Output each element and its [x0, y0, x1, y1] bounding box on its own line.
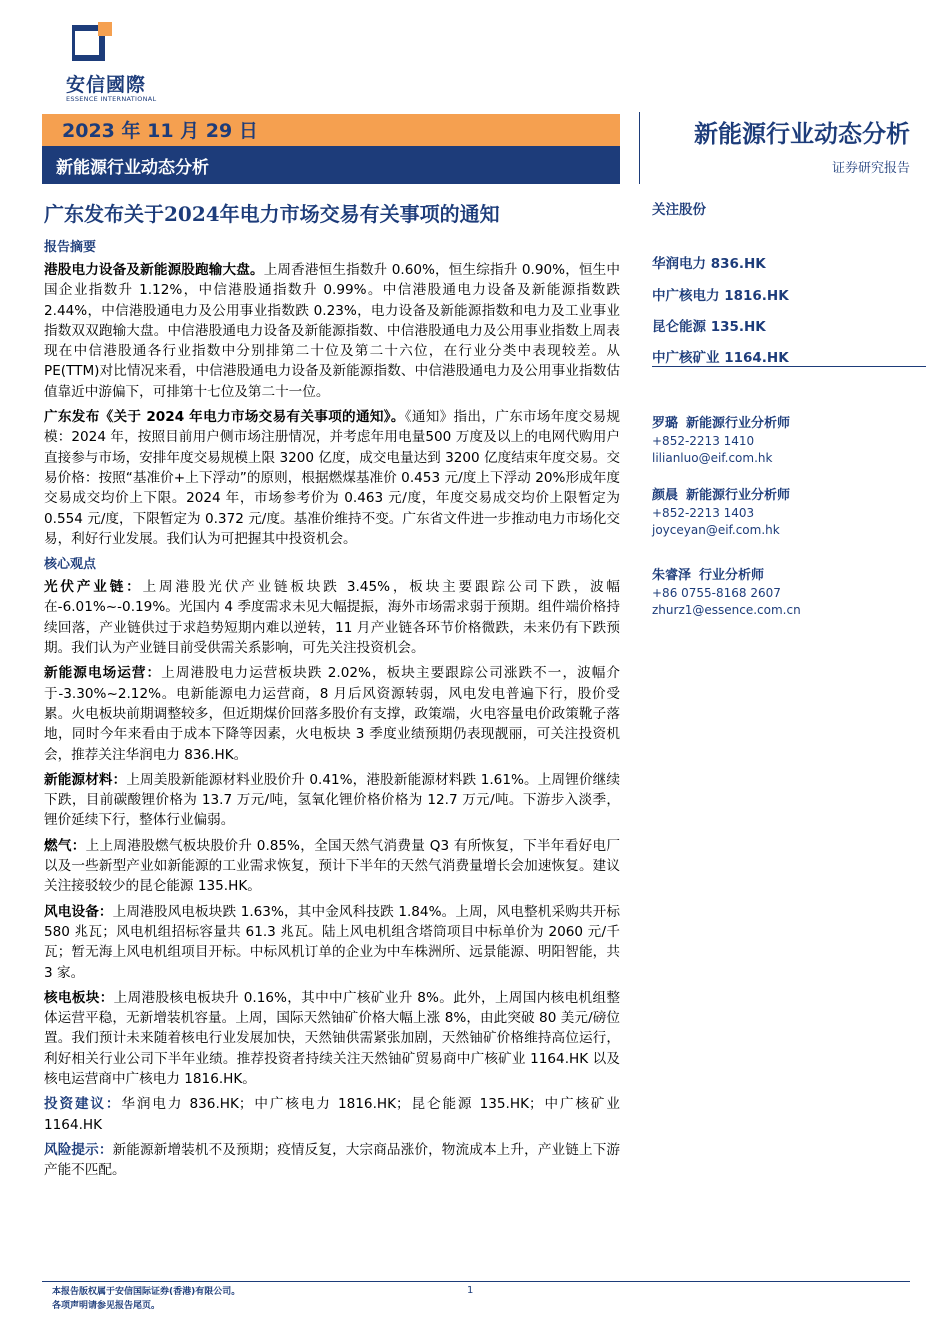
report-type-title: 新能源行业动态分析 — [694, 120, 910, 148]
core-paragraph — [44, 988, 620, 1089]
analyst-card — [652, 564, 801, 619]
stock-item: 昆仑能源 135.HK — [652, 319, 766, 335]
paragraph-lead: 风电设备： — [44, 903, 113, 920]
stock-divider — [652, 366, 926, 367]
paragraph-text: 华润电力 836.HK；中广核电力 1816.HK；昆仑能源 135.HK；中广核矿业 1164.HK — [44, 1096, 620, 1133]
stock-item: 华润电力 836.HK — [652, 256, 766, 272]
paragraph-lead: 新能源材料： — [44, 771, 127, 788]
analyst-title: 新能源行业分析师 — [686, 488, 791, 503]
analyst-phone: +86 0755-8168 2607 — [652, 586, 781, 600]
footer-note: 各项声明请参见报告尾页。 — [52, 1301, 161, 1311]
footer-copyright: 本报告版权属于安信国际证券(香港)有限公司。 — [52, 1287, 241, 1297]
paragraph-text: 上周美股新能源材料业股价升 0.41%，港股新能源材料跌 1.61%。上周锂价继续下跌，目前碳酸锂价格为 13.7 万元/吨，氢氧化锂价格价格为 12.7 万元/吨。下游步入淡季，锂价延续下行，整体行业偏弱。 — [44, 771, 620, 829]
analyst-phone: +852-2213 1410 — [652, 434, 755, 448]
stock-item: 中广核矿业 1164.HK — [652, 350, 789, 366]
stock-item: 中广核电力 1816.HK — [652, 288, 789, 304]
analyst-title: 行业分析师 — [699, 568, 765, 583]
paragraph-lead: 核电板块： — [44, 989, 114, 1006]
paragraph-lead: 港股电力设备及新能源股跑输大盘。 — [44, 262, 264, 278]
sidebar — [652, 198, 910, 617]
analyst-name: 罗璐 — [652, 416, 679, 431]
page-number: 1 — [467, 1285, 474, 1296]
paragraph-lead: 投资建议： — [44, 1096, 122, 1113]
core-paragraph — [44, 577, 620, 658]
analyst-email[interactable]: lilianluo@eif.com.hk — [652, 451, 773, 465]
paragraph-lead: 广东发布《关于 2024 年电力市场交易有关事项的通知》。 — [44, 409, 405, 426]
analyst-card — [652, 412, 790, 467]
analyst-email[interactable]: zhurz1@essence.com.cn — [652, 603, 801, 617]
analyst-name: 颜晨 — [652, 488, 679, 503]
paragraph-text: 上周港股电力运营板块跌 2.02%，板块主要跟踪公司涨跌不一，波幅介于-3.30%~2.12%。电新能源电力运营商，8 月后风资源转弱，风电发电普遍下行，股价受累。火电板块前期调整较多，但近期煤价回落多股价有支撑，政策端，火电容量电价政策靴子落地，同时今年来看由于成本下降等因素，火电板块 3 季度业绩预期仍表现靓丽，可关注投资机会，推荐关注华润电力 836.HK。 — [44, 665, 621, 763]
analyst-email[interactable]: joyceyan@eif.com.hk — [652, 523, 780, 537]
invest-paragraph — [44, 1094, 620, 1135]
summary-heading: 报告摘要 — [44, 240, 97, 255]
brand-logo — [66, 22, 157, 112]
paragraph-text: 上周港股核电板块升 0.16%，其中中广核矿业升 8%。此外，上周国内核电机组整体运营平稳，无新增装机容量。上周，国际天然铀矿价格大幅上涨 8%，由此突破 80 美元/磅位置。我们预计未来随着核电行业发展加快，天然铀供需紧张加剧，天然铀矿价格维持高位运行，利好相关行业公司下半年业绩。推荐投资者持续关注天然铀矿贸易商中广核矿业 1164.HK 以及核电运营商中广核电力 1816.HK。 — [44, 989, 621, 1087]
paragraph-text: 上上周港股燃气板块股价升 0.85%，全国天然气消费量 Q3 有所恢复，下半年看好电厂以及一些新型产业如新能源的工业需求恢复，预计下半年的天然气消费量增长会加速恢复。建议关注接驳较少的昆仑能源 135.HK。 — [44, 837, 620, 895]
core-paragraph — [44, 663, 620, 764]
analyst-name: 朱睿泽 — [652, 568, 692, 583]
report-date: 2023 年 11 月 29 日 — [62, 120, 258, 142]
footer-disclaimer — [52, 1285, 240, 1313]
analyst-phone: +852-2213 1403 — [652, 506, 755, 520]
core-heading: 核心观点 — [44, 557, 97, 573]
page-title: 广东发布关于2024年电力市场交易有关事项的通知 — [44, 202, 500, 226]
risk-paragraph — [44, 1140, 620, 1181]
paragraph-text: 《通知》指出，广东市场年度交易规模：2024 年，按照目前用户侧市场注册情况，并考虑年用电量500 万度及以上的电网代购用户直接参与市场，安排年度交易规模上限 3200 亿度，成交电量达到 3200 亿度结束年度交易。交易价格：按照“基准价+上下浮动”的原则，根据燃煤基准价 0.453 元/度上下浮动 20%形成年度交易成交均价上下限。2024 年，市场参考价为 0.463 元/度，年度交易成交均价上限暂定为 0.554 元/度，下限暂定为 0.372 元/度。基准价维持不变。广东省文件进一步推动电力市场化交易，利好行业发展。我们认为可把握其中投资机会。 — [44, 409, 621, 547]
core-paragraph — [44, 770, 620, 831]
paragraph-lead: 风险提示： — [44, 1141, 113, 1158]
paragraph-lead: 燃气： — [44, 837, 86, 854]
logo-mark-icon — [72, 22, 114, 64]
paragraph-text: 上周港股光伏产业链板块跌 3.45%，板块主要跟踪公司下跌，波幅在-6.01%~-0.19%。光国内 4 季度需求未见大幅提振，海外市场需求弱于预期。组件端价格持续回落，产业链供过于求趋势短期内难以逆转，11 月产业链各环节价格微跌，未来仍有下跌预期。我们认为产业链目前受供需关系影响，可先关注投资机会。 — [44, 579, 620, 657]
summary-paragraph — [44, 407, 620, 549]
main-content — [44, 238, 620, 1180]
paragraph-text: 上周香港恒生指数升 0.60%，恒生综指升 0.90%，恒生中国企业指数升 1.12%，中信港股通指数升 0.99%。中信港股通电力设备及新能源指数跌 2.44%，中信港股通电力及公用事业指数跌 0.23%，电力设备及新能源指数和电力及工业事业指数双双跑输大盘。中信港股通电力设备及新能源指数、中信港股通电力及公用事业指数上周表现在中信港股通各行业指数中分别排第二十位及第二十六位，在行业分类中表现较差。从 PE(TTM)对比情况来看，中信港股通电力设备及新能源指数、中信港股通电力及公用事业指数估值靠近中游偏下，可排第十七位及第二十一位。 — [44, 262, 621, 400]
core-paragraph — [44, 902, 620, 983]
paragraph-lead: 新能源电场运营： — [44, 665, 162, 682]
paragraph-lead: 光伏产业链： — [44, 579, 143, 596]
analyst-title: 新能源行业分析师 — [686, 416, 791, 431]
paragraph-text: 新能源新增装机不及预期；疫情反复，大宗商品涨价，物流成本上升，产业链上下游产能不匹配。 — [44, 1141, 621, 1179]
brand-name: 安信國際 — [66, 74, 147, 96]
analyst-card — [652, 484, 790, 539]
summary-paragraph — [44, 260, 620, 402]
watchlist-heading: 关注股份 — [652, 202, 706, 218]
brand-sub: ESSENCE INTERNATIONAL — [66, 95, 157, 103]
footer-divider — [42, 1281, 910, 1282]
report-type-sub: 证券研究报告 — [831, 161, 910, 176]
header-divider — [639, 112, 640, 184]
core-paragraph — [44, 836, 620, 897]
paragraph-text: 上周港股风电板块跌 1.63%，其中金风科技跌 1.84%。上周，风电整机采购共开标 580 兆瓦；风电机组招标容量共 61.3 兆瓦。陆上风电机组含塔筒项目中标单价为 2060 元/千瓦；暂无海上风电机组项目开标。中标风机订单的企业为中车株洲所、远景能源、明阳智能，共 3 家。 — [44, 903, 620, 981]
report-category: 新能源行业动态分析 — [56, 158, 209, 178]
